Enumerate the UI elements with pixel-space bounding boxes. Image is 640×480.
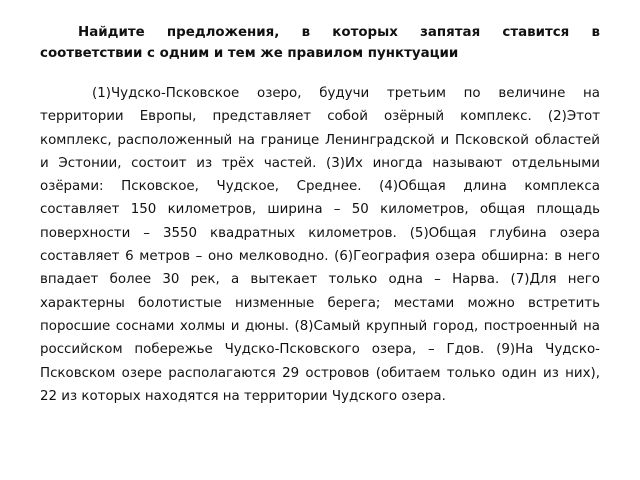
passage-text: (1)Чудско-Псковское озеро, будучи третьим по величине на территории Европы, представляет собой озёрный комплекс. (2)Этот комплекс, расположенный на границе Ленинградской и Псковской областей и Эстонии, состоит из трёх частей. (3)Их иногда называют отдельными озёрами: Псковское, Чудское, Среднее. (4)Общая длина комплекса составляет 150 километров, ширина – 50 километров, общая площадь поверхности – 3550 квадратных километров. (5)Общая глубина озера составляет 6 метров – оно мелководно. (6)География озера обширна: в него впадает более 30 рек, а вытекает только одна – Нарва. (7)Для него характерны болотистые низменные берега; местами можно встретить поросшие соснами холмы и дюны. (8)Самый крупный город, построенный на российском побережье Чудско-Псковского озера, – Гдов. (9)На Чудско-Псковском озере располагаются 29 островов (обитаем только один из них), 22 из которых находятся на территории Чудского озера. <box>40 86 600 404</box>
task-instruction: Найдите предложения, в которых запятая ставится в соответствии с одним и тем же правилом пунктуации <box>40 25 600 61</box>
